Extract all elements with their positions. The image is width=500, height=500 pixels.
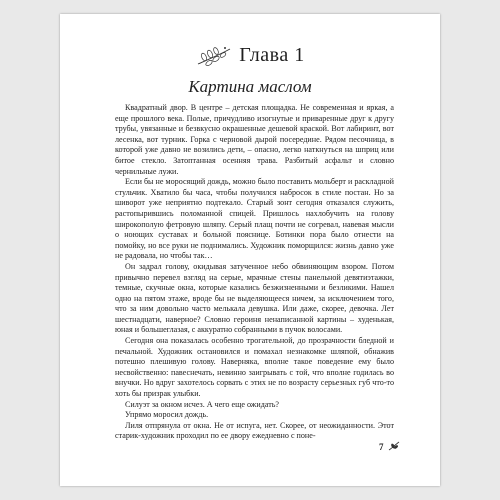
page-number: 7 <box>379 442 384 452</box>
paragraph: Если бы не моросящий дождь, можно было поставить мольберт и раскладной стульчик. Хватило бы часа, чтобы получился набросок в стиле постан. Но за шиворот уже неприятно подтекало. Старый зонт сегодня отказался служить, растопырившись поломанной спицей. Пришлось нахлобучить на голову широкополую фетровую шляпу. Серый плащ почти не согревал, навевая мысли о ноющих суставах и больной пояснице. Ботинки пора было отнести на помойку, но все руки не поднимались. Художник поморщился: жизнь давно уже не радовала, но чтобы так… <box>115 177 394 261</box>
paragraph: Он задрал голову, окидывая затученное небо обвиняющим взором. Потом привычно перевел взгляд на серые, мрачные стены панельной девятиэтажки, темные, скучные окна, которые казались безжизненными и безликими. Нашел одно на пятом этаже, вроде бы не выделяющееся ничем, за исключением того, что за ним довольно часто мелькала девушка. Или даже, скорее, девочка. Лет шестнадцати, наверное? Словно героиня ненаписанной картины – худенькая, юная и большеглазая, с аккуратно собранными в пучок волосами. <box>115 261 394 335</box>
paragraph: Сегодня она показалась особенно трогательной, до прозрачности бледной и печальной. Художник остановился и помахал незнакомке шляпой, обнажив потешно плешивую голову. Наверняка, вполне такое поведение ему было несвойственно: павеснечать, невинно заигрывать с той, что вполне годилась во внучки. Но вдруг захотелось сорвать с этих не по возрасту серьезных губ что-то хоть бы призрак улыбки. <box>115 336 394 399</box>
chapter-header <box>60 44 440 67</box>
chapter-subtitle: Картина маслом <box>188 77 312 96</box>
paragraph: Лиля отпрянула от окна. Не от испуга, нет. Скорее, от неожиданности. Этот старик-художник проходил по ее двору ежедневно с поне- <box>115 420 394 441</box>
paragraph: Квадратный двор. В центре – детская площадка. Не современная и яркая, а еще прошлого века. Полые, причудливо изогнутые и приваренные друг к другу трубы, увязанные и безвкусно окрашенные дешевой краской. Вот лабиринт, вот лесенка, вот турник. Горка с черновой дырой посередине. Рядом песочница, в которой уже давно не возились дети, – опасно, легко наткнуться на шприц или битое стекло. Затоптанная осенняя трава. Разбитый асфальт и словно чернильные лужи. <box>115 103 394 176</box>
book-page <box>60 14 440 486</box>
leaf-branch-icon <box>195 45 233 67</box>
paragraph: Силуэт за окном исчез. А чего еще ожидать? <box>125 399 280 409</box>
chapter-title: Глава 1 <box>239 44 305 66</box>
chapter-body <box>115 103 394 442</box>
leaf-sprig-icon <box>387 440 401 452</box>
paragraph: Упрямо моросил дождь. <box>125 410 209 420</box>
